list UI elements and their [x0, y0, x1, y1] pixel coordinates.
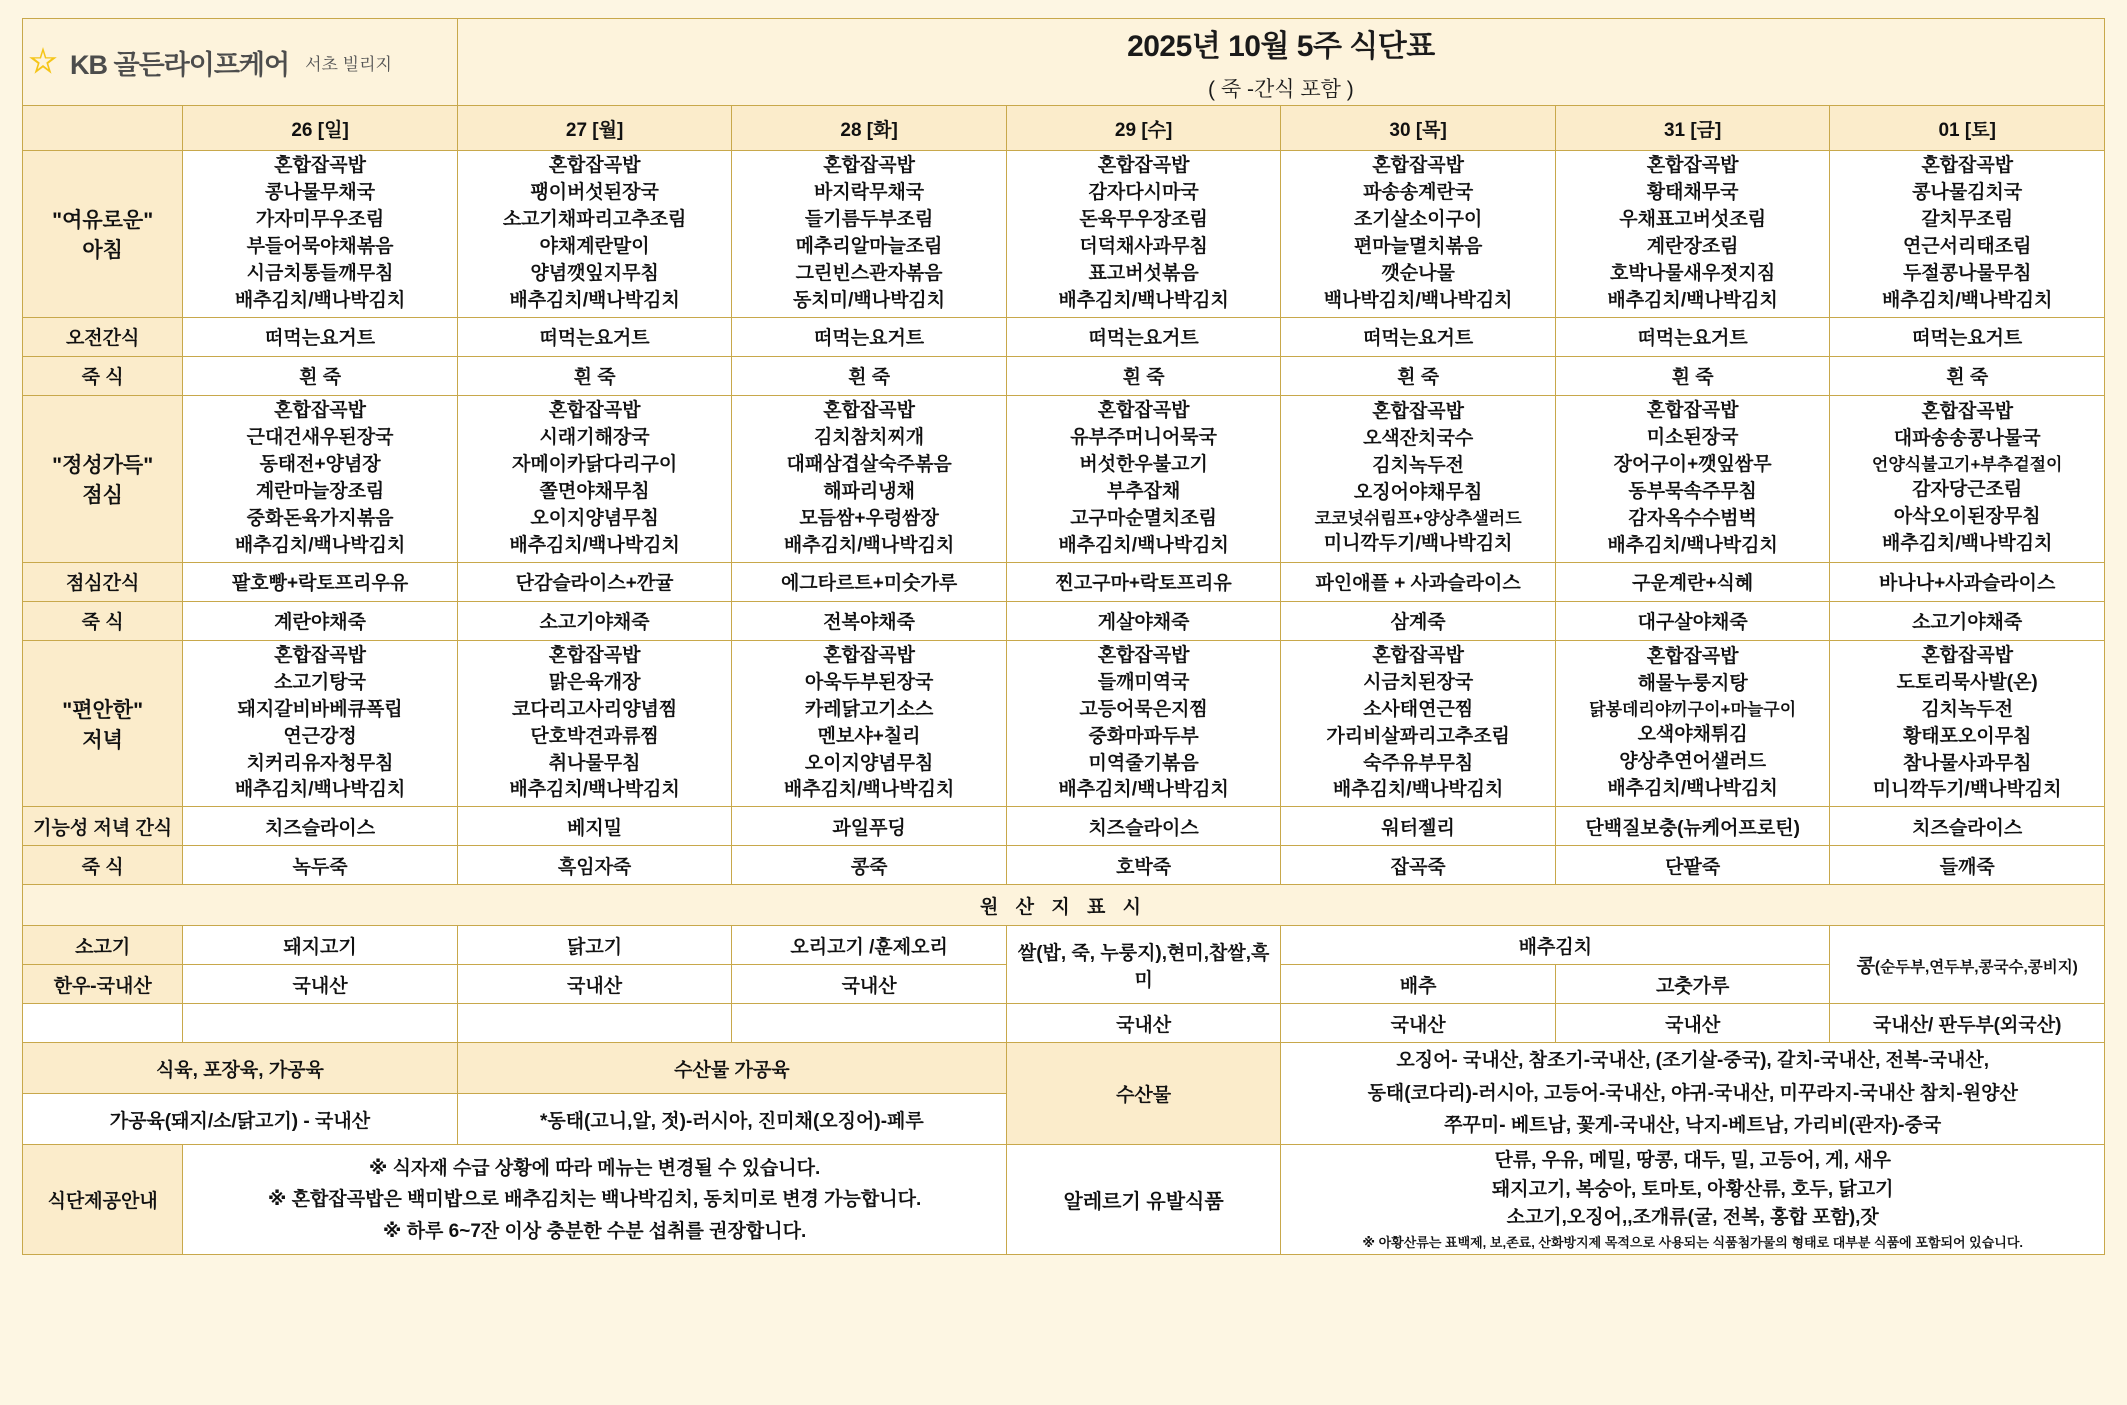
- am-snack-6: 떠먹는요거트: [1830, 317, 2105, 356]
- porridge1-0: 흰 죽: [183, 356, 458, 395]
- menu-item: 배추김치/백나박김치: [234, 534, 406, 556]
- dinner-snack-label: 기능성 저녁 간식: [23, 807, 183, 846]
- breakfast-row: [23, 151, 2105, 318]
- lunch-snack-5: 구운계란+식혜: [1555, 562, 1830, 601]
- menu-item: 연근강정: [283, 725, 357, 747]
- menu-item: 감자다시마국: [1088, 181, 1199, 203]
- menu-item: 혼합잡곡밥: [548, 155, 641, 176]
- origin-row-1: [23, 926, 2105, 965]
- menu-item: 배추김치/백나박김치: [509, 289, 680, 311]
- dinner-snack-3: 치즈슬라이스: [1006, 807, 1281, 846]
- dinner-snack-5: 단백질보충(뉴케어프로틴): [1555, 807, 1830, 846]
- notes-label: 식단제공안내: [23, 1145, 183, 1255]
- menu-item: 바지락무채국: [814, 181, 925, 203]
- menu-item: 배추김치/백나박김치: [1881, 289, 2053, 311]
- dinner-label-line2: 저녁: [82, 728, 123, 752]
- seafood-value-line3: 쭈꾸미- 베트남, 꽃게-국내산, 낙지-베트남, 가리비(관자)-중국: [1444, 1115, 1942, 1137]
- porridge1-6: 흰 죽: [1830, 356, 2105, 395]
- day-header-2: 28 [화]: [732, 106, 1007, 151]
- breakfast-cell-3: [1006, 151, 1281, 318]
- porridge2-6: 소고기야채죽: [1830, 601, 2105, 640]
- menu-item: 자메이카닭다리구이: [511, 453, 678, 475]
- porridge1-3: 흰 죽: [1006, 356, 1281, 395]
- menu-item: 양념깻잎지무침: [530, 262, 659, 284]
- menu-item: 오색야채튀김: [1637, 724, 1748, 746]
- menu-item: 표고버섯볶음: [1088, 262, 1199, 284]
- origin-kimchi-cabbage-label: 배추: [1281, 965, 1556, 1004]
- porridge2-5: 대구살야채죽: [1555, 601, 1830, 640]
- page-title: 2025년 10월 5주 식단표: [1127, 30, 1435, 63]
- menu-item: 중화돈육가지볶음: [246, 507, 394, 529]
- seafood-values: [1281, 1043, 2105, 1145]
- menu-item: 혼합잡곡밥: [1646, 399, 1739, 421]
- origin-bean-value: 국내산/ 판두부(외국산): [1830, 1004, 2105, 1043]
- origin-bean-label: [1830, 926, 2105, 1004]
- porridge3-6: 들깨죽: [1830, 846, 2105, 885]
- dinner-snack-2: 과일푸딩: [732, 807, 1007, 846]
- menu-item: 혼합잡곡밥: [1097, 644, 1190, 666]
- menu-item: 파송송계란국: [1363, 181, 1474, 203]
- am-snack-3: 떠먹는요거트: [1006, 317, 1281, 356]
- breakfast-cell-6: [1830, 151, 2105, 318]
- seafood-label: 수산물: [1006, 1043, 1281, 1145]
- porridge-label-3: 죽 식: [23, 846, 183, 885]
- menu-item: 동치미/백나박김치: [793, 289, 946, 311]
- menu-item: 해파리냉채: [823, 480, 915, 502]
- menu-item: 쫄면야채무침: [539, 480, 650, 502]
- porridge-row-3: [23, 846, 2105, 885]
- porridge-row-1: [23, 356, 2105, 395]
- menu-item: 혼합잡곡밥: [1372, 155, 1465, 176]
- dinner-snack-row: [23, 807, 2105, 846]
- menu-item: 혼합잡곡밥: [274, 644, 366, 666]
- menu-item: 소고기채파리고추조림: [502, 208, 687, 230]
- menu-item: 두절콩나물무침: [1902, 262, 2032, 284]
- menu-item: 부추잡채: [1106, 480, 1181, 502]
- origin-kimchi-label: 배추김치: [1281, 926, 1830, 965]
- am-snack-0: 떠먹는요거트: [183, 317, 458, 356]
- allergy-line-3: 소고기,오징어,,조개류(굴, 전복, 홍합 포함),잣: [1506, 1207, 1879, 1229]
- origin-kimchi-pepper-value: 국내산: [1555, 1004, 1830, 1043]
- lunch-label-line1: "정성가득": [52, 453, 154, 477]
- menu-item: 코다리고사리양념찜: [511, 698, 678, 720]
- menu-item: 대파송송콩나물국: [1893, 428, 2041, 450]
- menu-item: 해물누룽지탕: [1637, 673, 1748, 695]
- menu-item: 치커리유자청무침: [246, 752, 394, 774]
- menu-item: 오징어야채무침: [1353, 482, 1483, 504]
- menu-item: 배추김치/백나박김치: [1058, 534, 1229, 556]
- page-subtitle: ( 죽 -간식 포함 ): [1208, 78, 1354, 101]
- dinner-snack-0: 치즈슬라이스: [183, 807, 458, 846]
- menu-item: 혼합잡곡밥: [1646, 646, 1739, 668]
- menu-item: 들기름두부조림: [804, 208, 934, 230]
- menu-item: 혼합잡곡밥: [1097, 399, 1190, 421]
- lunch-cell-5: [1555, 395, 1830, 562]
- breakfast-label: [23, 151, 183, 318]
- menu-item: 혼합잡곡밥: [1646, 155, 1739, 176]
- lunch-label-line2: 점심: [82, 483, 123, 507]
- menu-item: 동부묵속주무침: [1628, 480, 1757, 502]
- day-header-6: 01 [토]: [1830, 106, 2105, 151]
- note-line-1: ※ 식자재 수급 상황에 따라 메뉴는 변경될 수 있습니다.: [368, 1157, 821, 1179]
- lunch-cell-1: [457, 395, 732, 562]
- menu-item: 메추리알마늘조림: [795, 235, 943, 257]
- menu-item: 계란장조림: [1646, 235, 1739, 257]
- breakfast-cell-4: [1281, 151, 1556, 318]
- menu-item: 모듬쌈+우렁쌈장: [799, 507, 939, 529]
- seafood-value-line1: 오징어- 국내산, 참조기-국내산, (조기살-중국), 갈치-국내산, 전복-국내산,: [1396, 1050, 1989, 1072]
- menu-item: 들깨미역국: [1097, 671, 1190, 693]
- origin-chicken-label: 닭고기: [457, 926, 732, 965]
- porridge1-1: 흰 죽: [457, 356, 732, 395]
- origin-row-3: [23, 1004, 2105, 1043]
- dinner-cell-2: [732, 640, 1007, 807]
- menu-item: 버섯한우불고기: [1079, 453, 1208, 475]
- porridge3-1: 흑임자죽: [457, 846, 732, 885]
- menu-item: 돈육무우장조림: [1079, 208, 1208, 230]
- menu-item: 혼합잡곡밥: [1921, 644, 2014, 666]
- menu-item: 시금치통들깨무침: [246, 262, 394, 284]
- porridge3-0: 녹두죽: [183, 846, 458, 885]
- origin-duck-value: 국내산: [732, 965, 1007, 1004]
- menu-item: 황태포오이무침: [1902, 725, 2032, 747]
- menu-item: 시금치된장국: [1363, 671, 1474, 693]
- menu-item: 혼합잡곡밥: [1372, 401, 1465, 423]
- menu-item: 카레닭고기소스: [804, 698, 934, 720]
- dinner-label-line1: "편안한": [62, 698, 144, 722]
- menu-item: 고등어묵은지찜: [1079, 698, 1208, 720]
- menu-item: 언양식불고기+부추겉절이: [1871, 455, 2063, 475]
- allergy-line-2: 돼지고기, 복숭아, 토마토, 아황산류, 호두, 닭고기: [1491, 1178, 1894, 1200]
- dinner-cell-1: [457, 640, 732, 807]
- menu-item: 야채계란말이: [539, 235, 650, 257]
- menu-item: 혼합잡곡밥: [548, 399, 641, 421]
- menu-item: 배추김치/백나박김치: [1607, 778, 1778, 800]
- menu-item: 가리비살꽈리고추조림: [1326, 725, 1510, 747]
- allergy-text: [1281, 1145, 2105, 1255]
- menu-item: 유부주머니어묵국: [1070, 426, 1218, 448]
- lunch-snack-0: 팥호빵+락토프리우유: [183, 562, 458, 601]
- corner-cell: [23, 106, 183, 151]
- menu-item: 맑은육개장: [548, 671, 641, 693]
- menu-item: 더덕채사과무침: [1079, 235, 1208, 257]
- menu-item: 부들어묵야채볶음: [246, 235, 394, 257]
- am-snack-5: 떠먹는요거트: [1555, 317, 1830, 356]
- origin-chicken-value: 국내산: [457, 965, 732, 1004]
- menu-item: 배추김치/백나박김치: [1058, 779, 1229, 801]
- allergy-line-1: 단류, 우유, 메밀, 땅콩, 대두, 밀, 고등어, 게, 새우: [1494, 1150, 1891, 1172]
- porridge3-3: 호박죽: [1006, 846, 1281, 885]
- menu-item: 동태전+양념장: [259, 453, 381, 475]
- menu-item: 단호박견과류찜: [530, 725, 659, 747]
- lunch-row: [23, 395, 2105, 562]
- breakfast-cell-2: [732, 151, 1007, 318]
- menu-item: 배추김치/백나박김치: [783, 779, 955, 801]
- day-header-row: [23, 106, 2105, 151]
- menu-item: 취나물무침: [548, 752, 641, 774]
- porridge2-4: 삼계죽: [1281, 601, 1556, 640]
- breakfast-label-line2: 아침: [82, 238, 123, 262]
- menu-item: 아삭오이된장무침: [1893, 506, 2041, 528]
- menu-item: 돼지갈비바베큐폭립: [237, 698, 403, 720]
- am-snack-row: [23, 317, 2105, 356]
- porridge2-2: 전복야채죽: [732, 601, 1007, 640]
- notes-text: [183, 1145, 1007, 1255]
- origin-rice-label: 쌀(밥, 죽, 누룽지),현미,찹쌀,흑미: [1006, 926, 1281, 1004]
- am-snack-label: 오전간식: [23, 317, 183, 356]
- menu-item: 중화마파두부: [1088, 725, 1199, 747]
- menu-item: 호박나물새우젓지짐: [1610, 262, 1776, 284]
- menu-item: 배추김치/백나박김치: [509, 779, 680, 801]
- menu-item: 미역줄기볶음: [1088, 752, 1199, 774]
- porridge-label-1: 죽 식: [23, 356, 183, 395]
- porridge1-2: 흰 죽: [732, 356, 1007, 395]
- lunch-snack-6: 바나나+사과슬라이스: [1830, 562, 2105, 601]
- menu-item: 시래기해장국: [539, 426, 650, 448]
- day-header-4: 30 [목]: [1281, 106, 1556, 151]
- menu-item: 혼합잡곡밥: [1921, 401, 2014, 423]
- menu-item: 미소된장국: [1646, 426, 1739, 448]
- note-line-2: ※ 혼합잡곡밥은 백미밥으로 배추김치는 백나박김치, 동치미로 변경 가능합니다.: [267, 1189, 922, 1211]
- header-band: [23, 19, 2105, 106]
- breakfast-cell-0: [183, 151, 458, 318]
- menu-item: 혼합잡곡밥: [823, 644, 915, 666]
- menu-item: 도토리묵사발(온): [1896, 671, 2038, 693]
- menu-item: 미니깍두기/백나박김치: [1872, 779, 2062, 801]
- menu-item: 배추김치/백나박김치: [234, 289, 406, 311]
- origin-title: 원 산 지 표 시: [23, 885, 2105, 926]
- menu-item: 장어구이+깻잎쌈무: [1613, 453, 1772, 475]
- porridge1-4: 흰 죽: [1281, 356, 1556, 395]
- lunch-label: [23, 395, 183, 562]
- allergy-label: 알레르기 유발식품: [1006, 1145, 1281, 1255]
- menu-table: [22, 18, 2105, 1255]
- breakfast-cell-1: [457, 151, 732, 318]
- menu-item: 배추김치/백나박김치: [1607, 534, 1778, 556]
- menu-item: 깻순나물: [1381, 262, 1455, 284]
- menu-item: 우채표고버섯조림: [1619, 208, 1767, 230]
- menu-item: 배추김치/백나박김치: [1881, 533, 2053, 555]
- menu-item: 그린빈스관자볶음: [795, 262, 943, 284]
- porridge-label-2: 죽 식: [23, 601, 183, 640]
- dinner-cell-3: [1006, 640, 1281, 807]
- menu-item: 배추김치/백나박김치: [509, 534, 680, 556]
- menu-item: 혼합잡곡밥: [823, 155, 915, 176]
- menu-item: 대패삼겹살숙주볶음: [786, 453, 952, 475]
- day-header-1: 27 [월]: [457, 106, 732, 151]
- brand-sub: 서초 빌리지: [305, 54, 392, 74]
- lunch-cell-4: [1281, 395, 1556, 562]
- porridge3-5: 단팥죽: [1555, 846, 1830, 885]
- day-header-5: 31 [금]: [1555, 106, 1830, 151]
- porridge3-2: 콩죽: [732, 846, 1007, 885]
- menu-item: 배추김치/백나박김치: [1332, 779, 1504, 801]
- menu-item: 참나물사과무침: [1902, 752, 2032, 774]
- menu-item: 오색잔치국수: [1363, 428, 1474, 450]
- menu-item: 팽이버섯된장국: [530, 181, 659, 203]
- am-snack-1: 떠먹는요거트: [457, 317, 732, 356]
- origin-beef-value: 한우-국내산: [23, 965, 183, 1004]
- origin-title-row: [23, 885, 2105, 926]
- processed-row: [23, 1043, 2105, 1094]
- seafood-processed-label: 수산물 가공육: [457, 1043, 1006, 1094]
- brand-name: KB 골든라이프케어: [70, 49, 290, 80]
- processed-label: 식육, 포장육, 가공육: [23, 1043, 458, 1094]
- dinner-row: [23, 640, 2105, 807]
- day-header-3: 29 [수]: [1006, 106, 1281, 151]
- menu-item: 콩나물김치국: [1912, 181, 2023, 203]
- menu-item: 감자옥수수범벅: [1628, 507, 1757, 529]
- dinner-cell-4: [1281, 640, 1556, 807]
- menu-item: 고구마순멸치조림: [1070, 507, 1218, 529]
- allergy-line-4: ※ 아황산류는 표백제, 보,존료, 산화방지제 목적으로 사용되는 식품첨가물의 형태로 대부분 식품에 포함되어 있습니다.: [1362, 1234, 2024, 1250]
- lunch-snack-3: 찐고구마+락토프리유: [1006, 562, 1281, 601]
- note-line-3: ※ 하루 6~7잔 이상 충분한 수분 섭취를 권장합니다.: [382, 1220, 807, 1242]
- breakfast-label-line1: "여유로운": [52, 208, 154, 232]
- dinner-cell-6: [1830, 640, 2105, 807]
- menu-item: 혼합잡곡밥: [823, 399, 915, 421]
- dinner-snack-1: 베지밀: [457, 807, 732, 846]
- day-header-0: 26 [일]: [183, 106, 458, 151]
- title-block: [457, 19, 2104, 106]
- origin-pork-label: 돼지고기: [183, 926, 458, 965]
- menu-item: 소고기탕국: [274, 671, 366, 693]
- porridge2-1: 소고기야채죽: [457, 601, 732, 640]
- menu-item: 혼합잡곡밥: [274, 155, 366, 176]
- dinner-snack-4: 워터젤리: [1281, 807, 1556, 846]
- kb-star-icon: [26, 45, 60, 79]
- menu-item: 멘보샤+칠리: [817, 725, 921, 747]
- menu-item: 혼합잡곡밥: [274, 399, 366, 421]
- origin-beef-label: 소고기: [23, 926, 183, 965]
- menu-item: 근대건새우된장국: [246, 426, 394, 448]
- brand-logo: [23, 19, 458, 106]
- notes-row: [23, 1145, 2105, 1255]
- origin-rice-value: 국내산: [1006, 1004, 1281, 1043]
- seafood-processed-value: *동태(고니,알, 젓)-러시아, 진미채(오징어)-페루: [457, 1094, 1006, 1145]
- menu-item: 조기살소이구이: [1353, 208, 1483, 230]
- am-snack-4: 떠먹는요거트: [1281, 317, 1556, 356]
- processed-value: 가공육(돼지/소/닭고기) - 국내산: [23, 1094, 458, 1145]
- seafood-value-line2: 동태(코다리)-러시아, 고등어-국내산, 야귀-국내산, 미꾸라지-국내산 참치-원양산: [1367, 1082, 2018, 1104]
- menu-item: 혼합잡곡밥: [1921, 155, 2014, 176]
- lunch-cell-3: [1006, 395, 1281, 562]
- lunch-cell-0: [183, 395, 458, 562]
- dinner-cell-5: [1555, 640, 1830, 807]
- dinner-snack-6: 치즈슬라이스: [1830, 807, 2105, 846]
- dinner-label: [23, 640, 183, 807]
- menu-item: 갈치무조림: [1921, 208, 2014, 230]
- menu-item: 편마늘멸치볶음: [1353, 235, 1483, 257]
- menu-item: 김치녹두전: [1372, 455, 1465, 477]
- menu-item: 오이지양념무침: [530, 507, 659, 529]
- breakfast-cell-5: [1555, 151, 1830, 318]
- porridge3-4: 잡곡죽: [1281, 846, 1556, 885]
- porridge2-3: 게살야채죽: [1006, 601, 1281, 640]
- lunch-snack-row: [23, 562, 2105, 601]
- menu-item: 배추김치/백나박김치: [234, 779, 406, 801]
- menu-item: 양상추연어샐러드: [1619, 751, 1767, 773]
- origin-bean-label-text: 콩: [1856, 956, 1875, 978]
- menu-item: 감자당근조림: [1912, 479, 2023, 501]
- menu-item: 가자미무우조림: [255, 208, 385, 230]
- menu-item: 미니깍두기/백나박김치: [1323, 533, 1513, 555]
- menu-item: 배추김치/백나박김치: [783, 534, 955, 556]
- am-snack-2: 떠먹는요거트: [732, 317, 1007, 356]
- dinner-cell-0: [183, 640, 458, 807]
- origin-kimchi-pepper-label: 고춧가루: [1555, 965, 1830, 1004]
- porridge1-5: 흰 죽: [1555, 356, 1830, 395]
- menu-item: 혼합잡곡밥: [548, 644, 641, 666]
- menu-item: 김치녹두전: [1921, 698, 2014, 720]
- menu-item: 혼합잡곡밥: [1372, 644, 1465, 666]
- lunch-snack-1: 단감슬라이스+깐귤: [457, 562, 732, 601]
- menu-item: 아욱두부된장국: [804, 671, 934, 693]
- lunch-snack-4: 파인애플 + 사과슬라이스: [1281, 562, 1556, 601]
- lunch-cell-6: [1830, 395, 2105, 562]
- menu-item: 오이지양념무침: [804, 752, 934, 774]
- menu-item: 배추김치/백나박김치: [1607, 289, 1778, 311]
- menu-item: 연근서리태조림: [1902, 235, 2032, 257]
- menu-item: 배추김치/백나박김치: [1058, 289, 1229, 311]
- porridge-row-2: [23, 601, 2105, 640]
- lunch-cell-2: [732, 395, 1007, 562]
- lunch-snack-2: 에그타르트+미숫가루: [732, 562, 1007, 601]
- menu-item: 황태채무국: [1646, 181, 1739, 203]
- menu-item: 김치참치찌개: [814, 426, 925, 448]
- origin-duck-label: 오리고기 /훈제오리: [732, 926, 1007, 965]
- origin-kimchi-cabbage-value: 국내산: [1281, 1004, 1556, 1043]
- porridge2-0: 계란야채죽: [183, 601, 458, 640]
- menu-item: 닭봉데리야끼구이+마늘구이: [1589, 699, 1797, 719]
- menu-item: 숙주유부무침: [1363, 752, 1474, 774]
- origin-bean-label-sub: (순두부,연두부,콩국수,콩비지): [1874, 959, 2078, 977]
- lunch-snack-label: 점심간식: [23, 562, 183, 601]
- menu-item: 백나박김치/백나박김치: [1323, 289, 1513, 311]
- menu-item: 혼합잡곡밥: [1097, 155, 1190, 176]
- menu-item: 콩나물무채국: [265, 181, 376, 203]
- menu-item: 계란마늘장조림: [255, 480, 385, 502]
- menu-item: 소사태연근찜: [1363, 698, 1474, 720]
- menu-item: 코코넛쉬림프+양상추샐러드: [1314, 509, 1522, 529]
- origin-pork-value: 국내산: [183, 965, 458, 1004]
